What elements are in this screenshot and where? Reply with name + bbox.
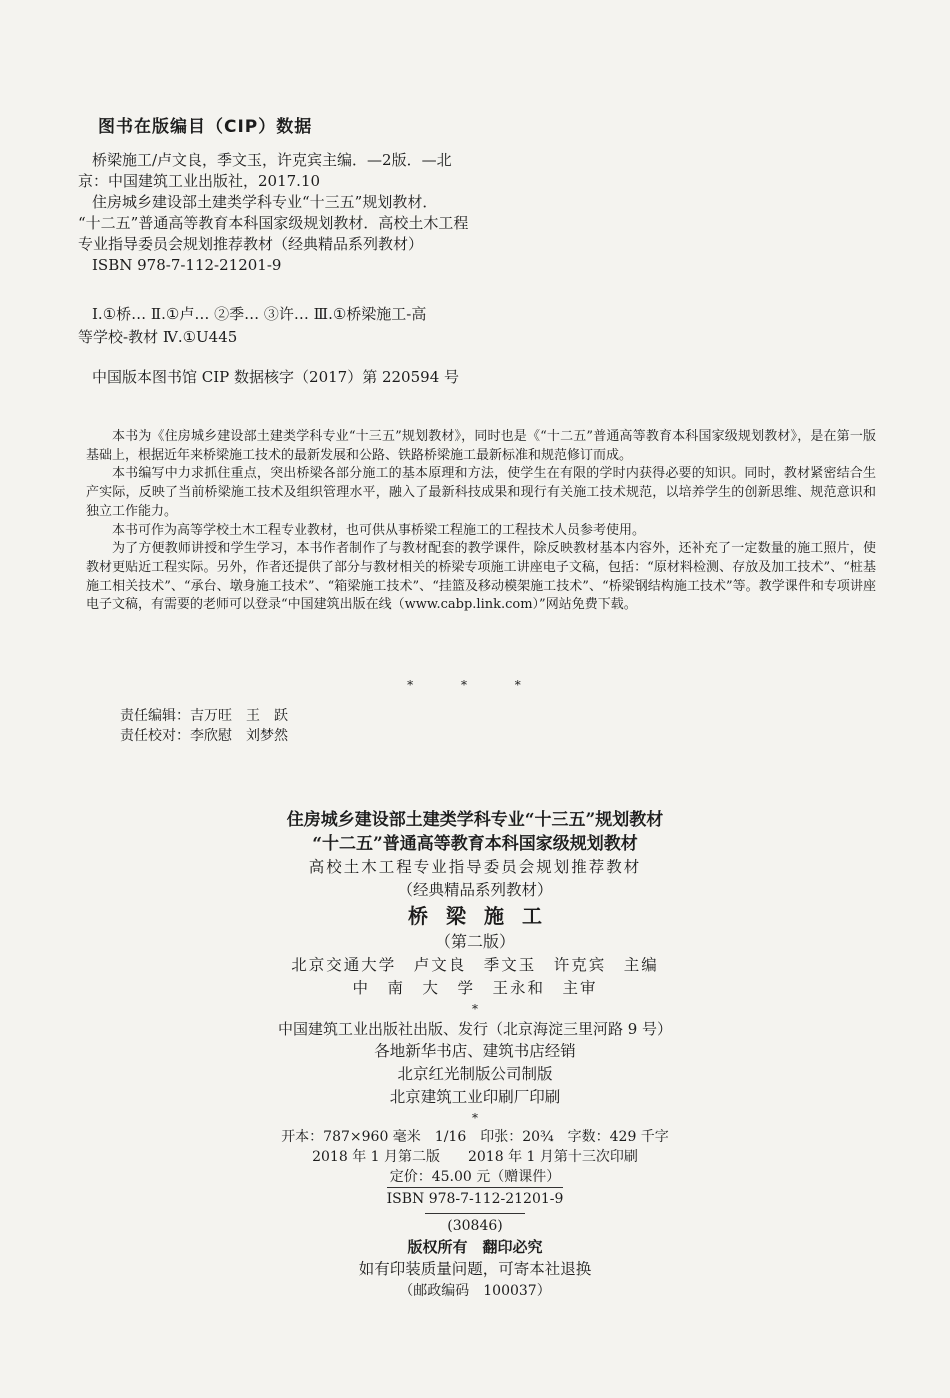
cip-line: 京：中国建筑工业出版社，2017.10 xyxy=(78,172,321,190)
book-summary xyxy=(86,428,876,615)
isbn-line xyxy=(0,1187,950,1209)
publisher-line: 中国建筑工业出版社出版、发行（北京海淀三里河路 9 号） xyxy=(277,1020,673,1038)
cip-classification xyxy=(78,303,598,349)
book-authors: 北京交通大学 卢文良 季文玉 许克宾 主编 xyxy=(291,956,659,974)
format-specs: 开本：787×960 毫米 1/16 印张：20¾ 字数：429 千字 xyxy=(281,1129,669,1145)
responsible-proofreader: 责任校对：李欣慰 刘梦然 xyxy=(120,728,288,744)
rights-notice: 版权所有 翻印必究 xyxy=(407,1238,543,1256)
series-line: 住房城乡建设部土建类学科专业“十三五”规划教材 xyxy=(286,810,664,830)
printer-line: 北京建筑工业印刷厂印刷 xyxy=(389,1088,561,1106)
cip-line: “十二五”普通高等教育本科国家级规划教材．高校土木工程 xyxy=(78,214,469,232)
classification-line: Ⅰ.①桥… Ⅱ.①卢… ②季… ③许… Ⅲ.①桥梁施工-高 xyxy=(92,305,427,323)
printing-history: 2018 年 1 月第二版 2018 年 1 月第十三次印刷 xyxy=(312,1149,638,1165)
cip-heading: 图书在版编目（CIP）数据 xyxy=(98,117,313,137)
series-line: “十二五”普通高等教育本科国家级规划教材 xyxy=(312,834,638,854)
summary-paragraph: 本书为《住房城乡建设部土建类学科专业“十三五”规划教材》，同时也是《“十二五”普通高等教育本科国家级规划教材》，是在第一版基础上，根据近年来桥梁施工技术的最新发展和公路、铁路桥梁施工最新标准和规范修订而成。 xyxy=(86,429,876,463)
price-line: 定价：45.00 元（赠课件） xyxy=(389,1169,561,1185)
return-notice: 如有印装质量问题，可寄本社退换 xyxy=(358,1260,592,1278)
classification-line: 等学校-教材 Ⅳ.①U445 xyxy=(78,328,238,346)
editors-block xyxy=(120,706,288,746)
book-code: (30846) xyxy=(425,1213,524,1236)
cip-record xyxy=(78,150,598,276)
book-code-line xyxy=(0,1213,950,1236)
distributor-line: 各地新华书店、建筑书店经销 xyxy=(374,1042,576,1060)
responsible-editor: 责任编辑：吉万旺 王 跃 xyxy=(120,708,288,724)
postal-code: （邮政编码 100037） xyxy=(399,1283,551,1299)
typesetter-line: 北京红光制版公司制版 xyxy=(397,1065,553,1083)
cip-line: 桥梁施工/卢文良，季文玉，许克宾主编．—2版．—北 xyxy=(92,151,452,169)
series-line: 高校土木工程专业指导委员会规划推荐教材 xyxy=(308,858,642,876)
summary-paragraph: 本书可作为高等学校土木工程专业教材，也可供从事桥梁工程施工的工程技术人员参考使用。 xyxy=(112,522,646,538)
summary-paragraph: 本书编写中力求抓住重点，突出桥梁各部分施工的基本原理和方法，使学生在有限的学时内获得必要的知识。同时，教材紧密结合生产实际，反映了当前桥梁施工技术及组织管理水平，融入了最新科技成果和现行有关施工技术规范，以培养学生的创新思维、规范意识和独立工作能力。 xyxy=(86,466,876,519)
cip-line: 专业指导委员会规划推荐教材（经典精品系列教材） xyxy=(78,235,424,253)
cip-isbn: ISBN 978-7-112-21201-9 xyxy=(92,256,282,274)
imprint-star: * xyxy=(472,1002,478,1016)
cip-line: 住房城乡建设部土建类学科专业“十三五”规划教材． xyxy=(92,193,438,211)
section-separator: * * * xyxy=(407,678,543,692)
imprint-block xyxy=(0,808,950,1301)
book-title: 桥梁施工 xyxy=(408,904,560,928)
isbn-number: ISBN 978-7-112-21201-9 xyxy=(387,1187,564,1209)
book-edition: （第二版） xyxy=(434,932,515,951)
series-line: （经典精品系列教材） xyxy=(397,881,553,899)
book-reviewer: 中 南 大 学 王永和 主审 xyxy=(352,979,598,997)
imprint-star: * xyxy=(472,1111,478,1125)
cip-verification: 中国版本图书馆 CIP 数据核字（2017）第 220594 号 xyxy=(92,368,460,386)
summary-paragraph: 为了方便教师讲授和学生学习，本书作者制作了与教材配套的教学课件，除反映教材基本内容外，还补充了一定数量的施工照片，使教材更贴近工程实际。另外，作者还提供了部分与教材相关的桥梁专项施工讲座电子文稿，包括：“原材料检测、存放及加工技术”、“桩基施工相关技术”、“承台、墩身施工技术”、“箱梁施工技术”、“挂篮及移动模架施工技术”、“桥梁钢结构施工技术”等。教学课件和专项讲座电子文稿，有需要的老师可以登录“中国建筑出版在线（www.cabp.link.com）”网站免费下载。 xyxy=(86,541,876,613)
